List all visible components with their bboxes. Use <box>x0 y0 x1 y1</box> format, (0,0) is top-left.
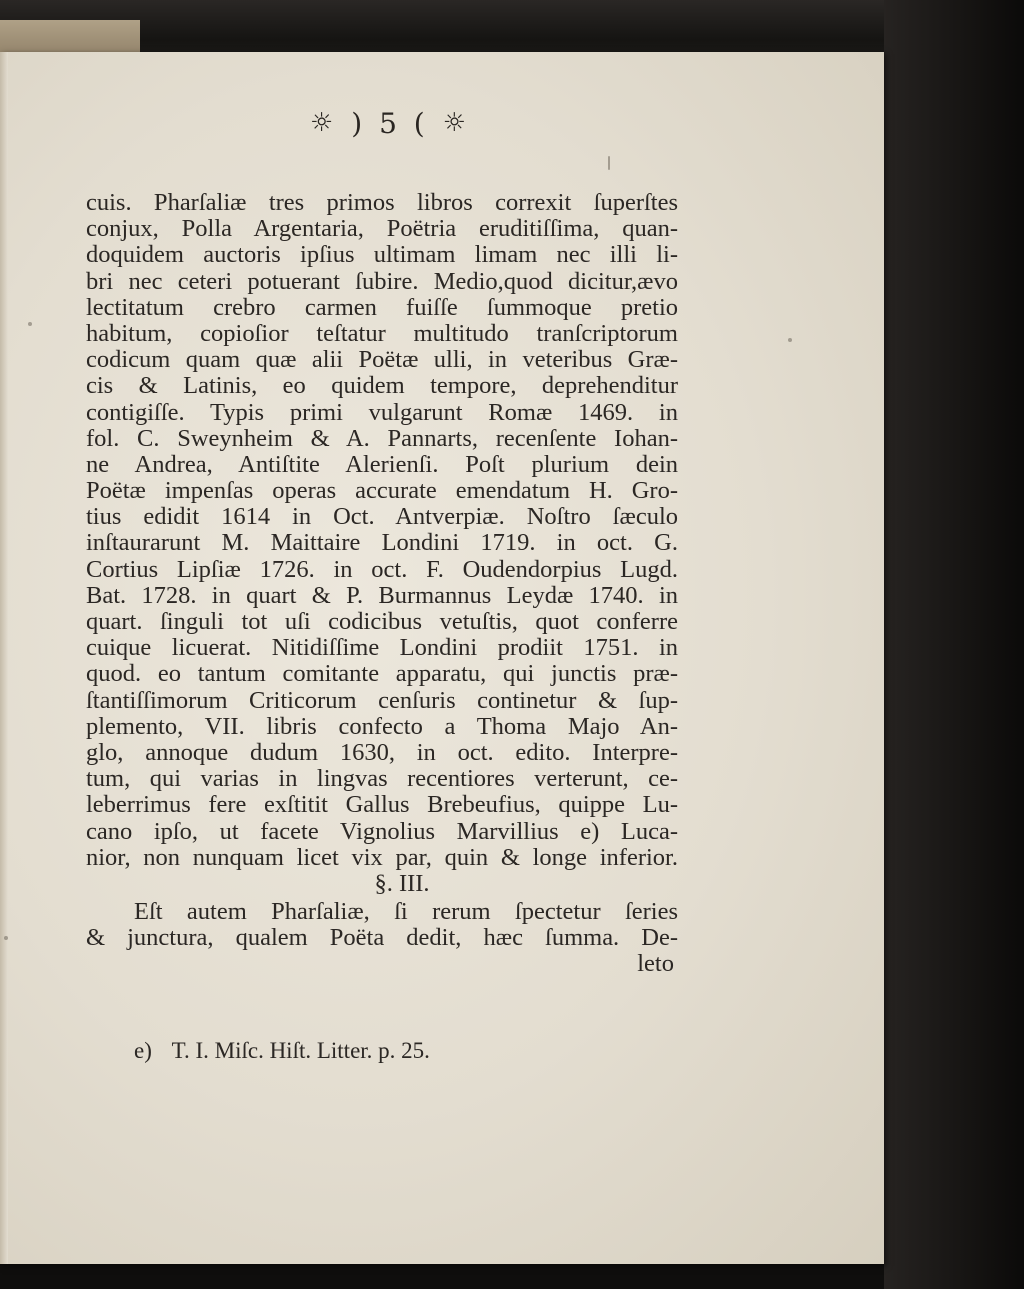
paper-speck <box>788 338 792 342</box>
section-heading: §. III. <box>374 869 430 897</box>
main-text-block <box>86 190 678 979</box>
text-line: cuis. Pharſaliæ tres primos libros correxit ſuperſtes <box>86 189 678 216</box>
ornament-left-icon: ☼ <box>309 108 338 138</box>
page-header <box>290 103 490 143</box>
book-spine-shadow <box>884 0 1024 1289</box>
text-line: ne Andrea, Antiſtite Alerienſi. Poſt plurium dein <box>86 450 678 478</box>
text-line: lectitatum crebro carmen fuiſſe ſummoque pretio <box>86 293 678 321</box>
ornament-right-icon: ☼ <box>442 108 471 138</box>
footnote-text: T. I. Miſc. Hiſt. Litter. p. 25. <box>171 1038 430 1063</box>
text-line: Cortius Lipſiæ 1726. in oct. F. Oudendorpius Lugd. <box>86 555 678 583</box>
text-line: quart. ſinguli tot uſi codicibus vetuſtis, quot conferre <box>86 608 678 635</box>
paper-speck <box>608 156 610 170</box>
text-line: cano ipſo, ut facete Vignolius Marvillius e) Luca- <box>86 817 678 845</box>
paper-speck <box>4 936 8 940</box>
text-line: Bat. 1728. in quart & P. Burmannus Leydæ 1740. in <box>86 581 678 609</box>
page-number: ) 5 ( <box>351 106 429 140</box>
text-line: ſtantiſſimorum Criticorum cenſuris continetur & ſup- <box>86 686 678 714</box>
text-line: doquidem auctoris ipſius ultimam limam nec illi li- <box>86 241 678 269</box>
text-line: contigiſſe. Typis primi vulgarunt Romæ 1469. in <box>86 398 678 426</box>
text-line: codicum quam quæ alii Poëtæ ulli, in veteribus Græ- <box>86 346 678 374</box>
text-line: Eſt autem Pharſaliæ, ſi rerum ſpectetur ſeries <box>134 897 678 925</box>
text-line: conjux, Polla Argentaria, Poëtria eruditiſſima, quan- <box>86 215 678 243</box>
text-line: bri nec ceteri potuerant ſubire. Medio,quod dicitur,ævo <box>86 267 678 295</box>
paragraph-2 <box>86 899 678 951</box>
catchword: leto <box>637 950 674 978</box>
paper-speck <box>28 322 32 326</box>
text-line: leberrimus fere exſtitit Gallus Brebeufius, quippe Lu- <box>86 791 678 819</box>
text-line: nior, non nunquam licet vix par, quin & longe inferior. <box>86 843 678 871</box>
text-line: quod. eo tantum comitante apparatu, qui junctis præ- <box>86 660 678 688</box>
text-line: cuique licuerat. Nitidiſſime Londini prodiit 1751. in <box>86 634 678 662</box>
footnote-marker: e) <box>134 1038 152 1063</box>
footnote <box>134 1038 534 1064</box>
text-line: inſtaurarunt M. Maittaire Londini 1719. in oct. G. <box>86 529 678 557</box>
text-line: cis & Latinis, eo quidem tempore, deprehenditur <box>86 372 678 400</box>
text-line: plemento, VII. libris confecto a Thoma Majo An- <box>86 712 678 740</box>
text-line: Poëtæ impenſas operas accurate emendatum H. Gro- <box>86 477 678 505</box>
text-line: fol. C. Sweynheim & A. Pannarts, recenſente Iohan- <box>86 424 678 452</box>
text-line: glo, annoque dudum 1630, in oct. edito. Interpre- <box>86 738 678 766</box>
text-line: tius edidit 1614 in Oct. Antverpiæ. Noſtro ſæculo <box>86 503 678 531</box>
text-line: & junctura, qualem Poëta dedit, hæc ſumma. De- <box>86 924 678 952</box>
paragraph-1 <box>86 190 678 871</box>
text-line: habitum, copioſior teſtatur multitudo tranſcriptorum <box>86 319 678 347</box>
text-line: tum, qui varias in lingvas recentiores verterunt, ce- <box>86 765 678 793</box>
